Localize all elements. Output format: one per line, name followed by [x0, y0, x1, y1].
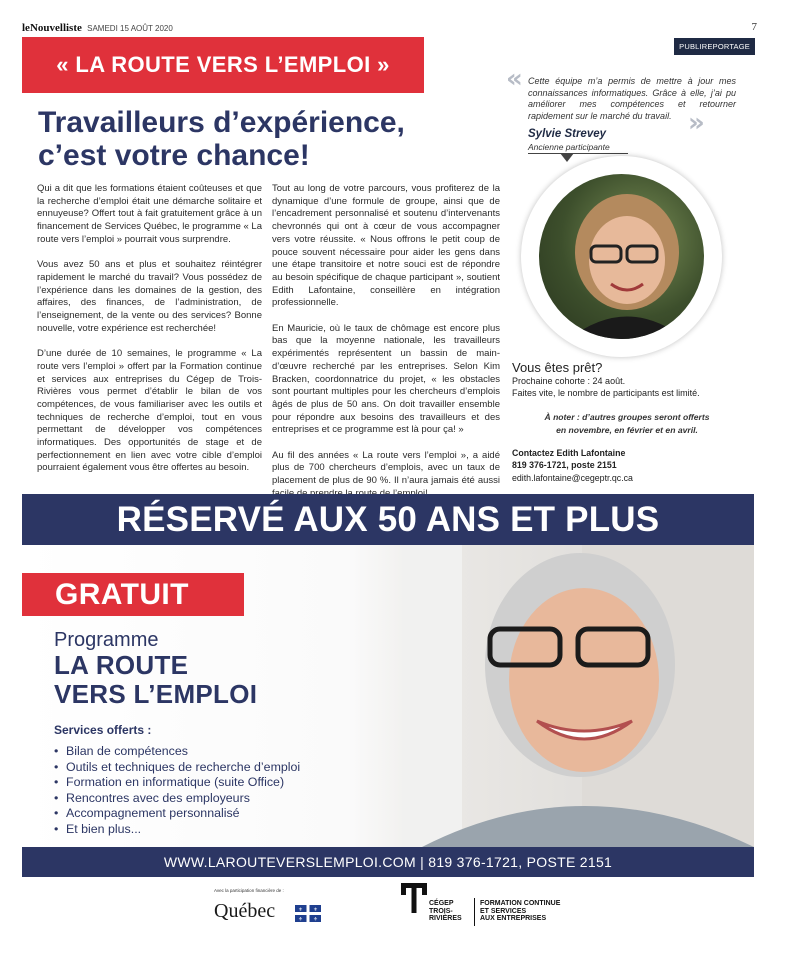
note-line: en novembre, en février et en avril. [556, 424, 698, 435]
page-number: 7 [751, 21, 757, 33]
ready-title: Vous êtes prêt? [512, 360, 603, 375]
svg-text:⚜: ⚜ [313, 916, 318, 922]
list-item: • Accompagnement personnalisé [54, 806, 300, 822]
headline [38, 106, 458, 172]
article-paragraph: Vous avez 50 ans et plus et souhaitez réintégrer rapidement le marché du travail? Vous possédez de l’expérience dans les domaines de la gestion, des affaires, des finances, de l’administration, de l’enseignement, de la vente ou des services? Bonne nouvelle, votre expérience est recherchée! [37, 259, 262, 334]
testimonial-role: Ancienne participante [528, 142, 610, 152]
continuing-education-name [480, 900, 560, 923]
cegep-logo-icon [401, 883, 427, 913]
cegep-name-line: RIVIÈRES [429, 915, 462, 922]
quebec-flag-icon [295, 905, 321, 922]
program-title-line: VERS L’EMPLOI [54, 679, 258, 709]
sponsor-caption: Avec la participation financière de : [214, 888, 284, 893]
headline-line-1: Travailleurs d’expérience, [38, 106, 405, 139]
testimonial-portrait [539, 174, 704, 339]
cegep-name-line: CÉGEP [429, 900, 454, 907]
free-badge: GRATUIT [22, 573, 244, 616]
article-paragraph: En Mauricie, où le taux de chômage est encore plus bas que la moyenne nationale, les travailleurs expérimentés représentent un bassin de main-d’œuvre recherché par les entreprises. Selon Kim Bracken, coordonnatrice du projet, « les obstacles sont pourtant multiples pour les chercheurs d’emplois âgés de plus de 50 ans. On doit travailler ensemble pour répondre aux besoins des travailleurs et des entreprises et ce programme est là pour ça! » [272, 322, 500, 436]
article-paragraph: Qui a dit que les formations étaient coûteuses et que la recherche d’emploi était une démarche solitaire et ennuyeuse? Offert tout à fait gratuitement grâce à un financement de Services Québec, le programme « La route vers l’emploi » pourrait vous surprendre. [37, 183, 262, 245]
open-quote-icon: « [506, 64, 523, 94]
fc-name-line: FORMATION CONTINUE [480, 900, 561, 907]
cegep-name-line: TROIS- [429, 907, 453, 915]
masthead [22, 22, 757, 36]
svg-text:⚜: ⚜ [298, 907, 303, 913]
article-column-1 [37, 183, 262, 488]
list-item: • Et bien plus... [54, 822, 300, 838]
age-banner: RÉSERVÉ AUX 50 ANS ET PLUS [22, 494, 754, 545]
svg-text:⚜: ⚜ [298, 916, 303, 922]
testimonial-quote: Cette équipe m’a permis de mettre à jour mes connaissances informatiques. Grâce à elle, j’ai pu améliorer mes compétences et retourner rapidement sur le marché du travail. [528, 76, 736, 121]
close-quote-icon: » [688, 108, 705, 138]
schedule-note [512, 411, 742, 436]
article-paragraph: Au fil des années « La route vers l’emploi », a aidé plus de 700 chercheurs d’emplois, avec un taux de placement de plus de 90 %. Il n’aura jamais été aussi [272, 449, 500, 487]
program-label: Programme [54, 629, 159, 651]
contact-block [512, 447, 633, 484]
list-item: • Rencontres avec des employeurs [54, 791, 300, 807]
services-heading: Services offerts : [54, 723, 152, 737]
fc-name-line: AUX ENTREPRISES [480, 915, 547, 922]
contact-label: Contactez Edith Lafontaine [512, 448, 626, 458]
article-paragraph: D’une durée de 10 semaines, le programme « La route vers l’emploi » offert par la Formation continue et services aux entreprises du Cégep de Trois-Rivières vous permet d’établir le bilan de vos compétences, de vous familiariser avec les outils et techniques de recherche d’emploi, tout en vous permettant de développer vos compétences informatiques. Des opportunités de stage et de perfectionnement en lien avec votre cible d’emploi pourraient également vous être offertes au besoin. [37, 348, 262, 474]
issue-date: SAMEDI 15 AOÛT 2020 [87, 24, 173, 33]
list-item: • Bilan de compétences [54, 744, 300, 760]
svg-text:⚜: ⚜ [313, 907, 318, 913]
note-line: À noter : d’autres groupes seront offerts [544, 412, 710, 422]
cohort-date: Prochaine cohorte : 24 août. [512, 376, 626, 386]
list-item: • Outils et techniques de recherche d’emploi [54, 760, 300, 776]
ready-section [512, 360, 752, 399]
headline-line-2: c’est votre chance! [38, 139, 310, 172]
testimonial-name: Sylvie Strevey [528, 128, 607, 140]
newspaper-logo: leNouvelliste [22, 22, 82, 34]
program-banner: « LA ROUTE VERS L’EMPLOI » [22, 37, 424, 93]
limited-spots: Faites vite, le nombre de participants est limité. [512, 388, 700, 398]
program-title-line: LA ROUTE [54, 650, 189, 680]
divider [474, 898, 475, 926]
speech-pointer-icon [560, 153, 574, 162]
section-tag: PUBLIREPORTAGE [674, 38, 755, 55]
fc-name-line: ET SERVICES [480, 907, 527, 915]
speech-line [528, 153, 628, 154]
article-paragraph: Tout au long de votre parcours, vous profiterez de la dynamique d’une formule de groupe, ainsi que de l’encadrement personnalisé et soutenu d’intervenants chevronnés qui ont à cœur de vous accompagner vers votre réussite. « Nous offrons le petit coup de pouce souvent nécessaire pour aider les gens dans une étape transitoire et notre souci est de répondre au besoin spécifique de chaque participant », soutient Edith Lafontaine, conseillère en intégration professionnelle. [272, 183, 500, 309]
contact-phone: 819 376-1721, poste 2151 [512, 460, 617, 471]
cegep-name [429, 900, 462, 923]
services-list [54, 744, 300, 837]
article-column-2 [272, 183, 500, 513]
program-title [54, 651, 257, 709]
quebec-logo: Québec [214, 900, 276, 922]
list-item: • Formation en informatique (suite Office) [54, 775, 300, 791]
contact-email[interactable]: edith.lafontaine@cegeptr.qc.ca [512, 472, 633, 483]
contact-footer[interactable]: WWW.LAROUTEVERSLEMPLOI.COM | 819 376-1721, POSTE 2151 [22, 847, 754, 877]
